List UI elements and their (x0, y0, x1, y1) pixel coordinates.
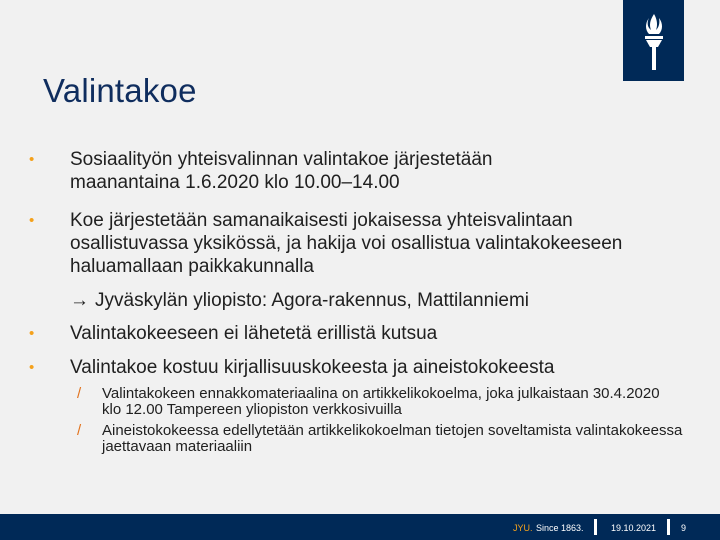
torch-logo-icon (623, 0, 684, 81)
slide-title: Valintakoe (43, 72, 197, 109)
bullet-dot: • (29, 359, 35, 376)
bullet-dot: • (29, 212, 35, 229)
sub-bullet-text: Aineistokokeessa edellytetään artikkelikokoelman tietojen soveltamista valintakokeessa jaettavaan materiaaliin (102, 422, 683, 455)
sub-bullet-item (29, 386, 662, 418)
location-text: Jyväskylän yliopisto: Agora-rakennus, Mattilanniemi (95, 290, 530, 311)
bullet-text: Koe järjestetään samanaikaisesti jokaisessa yhteisvalintaan osallistuvassa yksikössä, ja hakija voi osallistua valintakokeeseen haluamallaan paikkakunnalla (70, 210, 623, 277)
location-line (29, 289, 679, 312)
arrow-right-icon: → (70, 290, 89, 311)
footer-brand: JYU. (513, 523, 533, 533)
bullet-item (29, 356, 679, 379)
bullet-item (29, 148, 600, 194)
sub-bullet-marker: / (77, 385, 82, 402)
university-logo (623, 0, 684, 81)
sub-bullet-text: Valintakokeen ennakkomateriaalina on artikkelikokoelma, joka julkaistaan 30.4.2020 klo 12.00 Tampereen yliopiston verkkosivuilla (102, 385, 660, 418)
bullet-item (29, 209, 670, 278)
bullet-item (29, 322, 679, 345)
footer-bar (0, 514, 720, 540)
footer-page-number: 9 (681, 523, 687, 533)
sub-bullet-item (29, 423, 692, 455)
bullet-text: Sosiaalityön yhteisvalinnan valintakoe järjestetään maanantaina 1.6.2020 klo 10.00–14.00 (70, 149, 493, 193)
slide-content (29, 148, 683, 455)
bullet-text: Valintakoe kostuu kirjallisuuskokeesta ja aineistokokeesta (70, 357, 555, 378)
footer-separator (667, 519, 670, 535)
footer-since: Since 1863. (536, 523, 584, 533)
footer-date: 19.10.2021 (611, 523, 657, 533)
sub-bullet-marker: / (77, 422, 82, 439)
bullet-text: Valintakokeeseen ei lähetetä erillistä kutsua (70, 323, 438, 344)
footer-separator (594, 519, 597, 535)
bullet-dot: • (29, 151, 35, 168)
bullet-dot: • (29, 325, 35, 342)
